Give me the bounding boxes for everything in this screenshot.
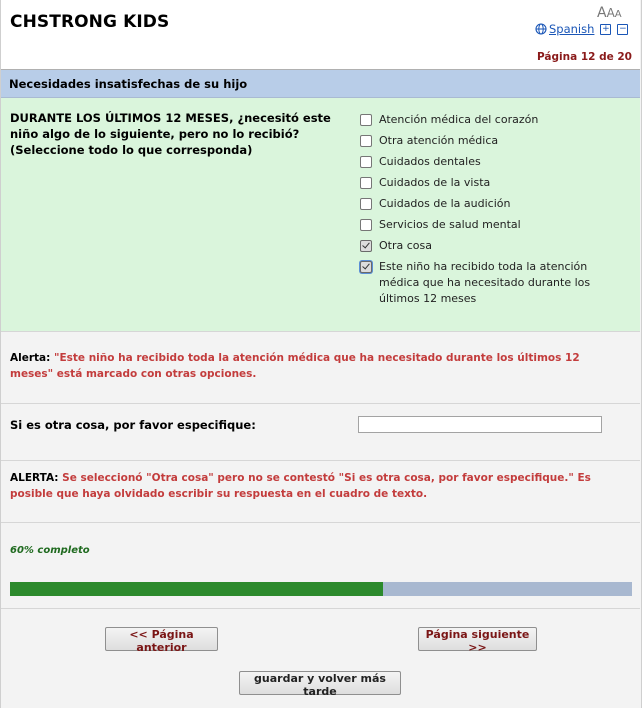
option-something-else[interactable] <box>360 238 630 254</box>
checkbox[interactable] <box>360 177 372 189</box>
specify-label: Si es otra cosa, por favor especifique: <box>10 418 256 432</box>
previous-page-button[interactable]: << Página anterior <box>105 627 218 651</box>
alert-message: "Este niño ha recibido toda la atención médica que ha necesitado durante los últimos 12 meses" está marcado con otras opciones. <box>10 352 580 380</box>
font-size-small-button[interactable]: A <box>614 9 622 20</box>
alert-text <box>10 350 625 382</box>
checkbox[interactable] <box>360 219 372 231</box>
specify-row <box>1 404 640 461</box>
progress-text: 60% completo <box>10 545 90 556</box>
save-and-return-button[interactable]: guardar y volver más tarde <box>239 671 401 695</box>
specify-input[interactable] <box>358 416 602 433</box>
progress-section <box>1 523 640 609</box>
checkbox[interactable] <box>360 156 372 168</box>
checkbox-checked[interactable] <box>360 240 372 252</box>
option-label: Cuidados dentales <box>379 155 481 168</box>
option-dental-care[interactable] <box>360 154 630 170</box>
option-vision-care[interactable] <box>360 175 630 191</box>
font-size-large-button[interactable]: A <box>597 5 607 21</box>
font-size-controls <box>597 2 622 21</box>
option-mental-health[interactable] <box>360 217 630 233</box>
globe-icon <box>535 23 547 35</box>
question-block <box>1 98 640 332</box>
option-received-all-care[interactable] <box>360 259 630 307</box>
question-text: DURANTE LOS ÚLTIMOS 12 MESES, ¿necesitó este niño algo de lo siguiente, pero no lo recibió? (Seleccione todo lo que corresponda) <box>10 111 331 157</box>
app-title: CHSTRONG KIDS <box>10 12 170 32</box>
section-header <box>1 70 640 98</box>
alert-conflicting-options <box>1 332 640 404</box>
next-page-button[interactable]: Página siguiente >> <box>418 627 537 651</box>
checkbox-checked[interactable] <box>360 261 372 273</box>
option-label: Otra cosa <box>379 239 432 252</box>
option-label: Este niño ha recibido toda la atención médica que ha necesitado durante los últimos 12 meses <box>379 260 591 305</box>
alert-label: Alerta: <box>10 352 51 364</box>
page-indicator: Página 12 de 20 <box>536 51 632 63</box>
progress-bar <box>10 582 632 596</box>
page-header <box>1 0 640 70</box>
options-list <box>360 112 630 312</box>
expand-plus-icon[interactable]: + <box>602 23 610 34</box>
option-heart-care[interactable] <box>360 112 630 128</box>
alert-label: ALERTA: <box>10 472 59 484</box>
option-other-medical-care[interactable] <box>360 133 630 149</box>
language-switcher <box>535 22 628 36</box>
language-link[interactable]: Spanish <box>549 22 595 36</box>
checkbox[interactable] <box>360 135 372 147</box>
option-hearing-care[interactable] <box>360 196 630 212</box>
font-size-medium-button[interactable]: A <box>606 6 615 20</box>
option-label: Servicios de salud mental <box>379 218 521 231</box>
checkbox[interactable] <box>360 198 372 210</box>
option-label: Cuidados de la audición <box>379 197 511 210</box>
checkbox[interactable] <box>360 114 372 126</box>
option-label: Cuidados de la vista <box>379 176 491 189</box>
option-label: Atención médica del corazón <box>379 113 539 126</box>
alert-missing-specify <box>1 461 640 523</box>
collapse-minus-icon[interactable]: − <box>619 23 627 34</box>
progress-bar-fill <box>10 582 383 596</box>
section-title: Necesidades insatisfechas de su hijo <box>9 77 248 91</box>
option-label: Otra atención médica <box>379 134 499 147</box>
alert-message: Se seleccionó "Otra cosa" pero no se contestó "Si es otra cosa, por favor especifique." Es posible que haya olvidado escribir su respuesta en el cuadro de texto. <box>10 472 591 500</box>
alert-text <box>10 470 625 502</box>
